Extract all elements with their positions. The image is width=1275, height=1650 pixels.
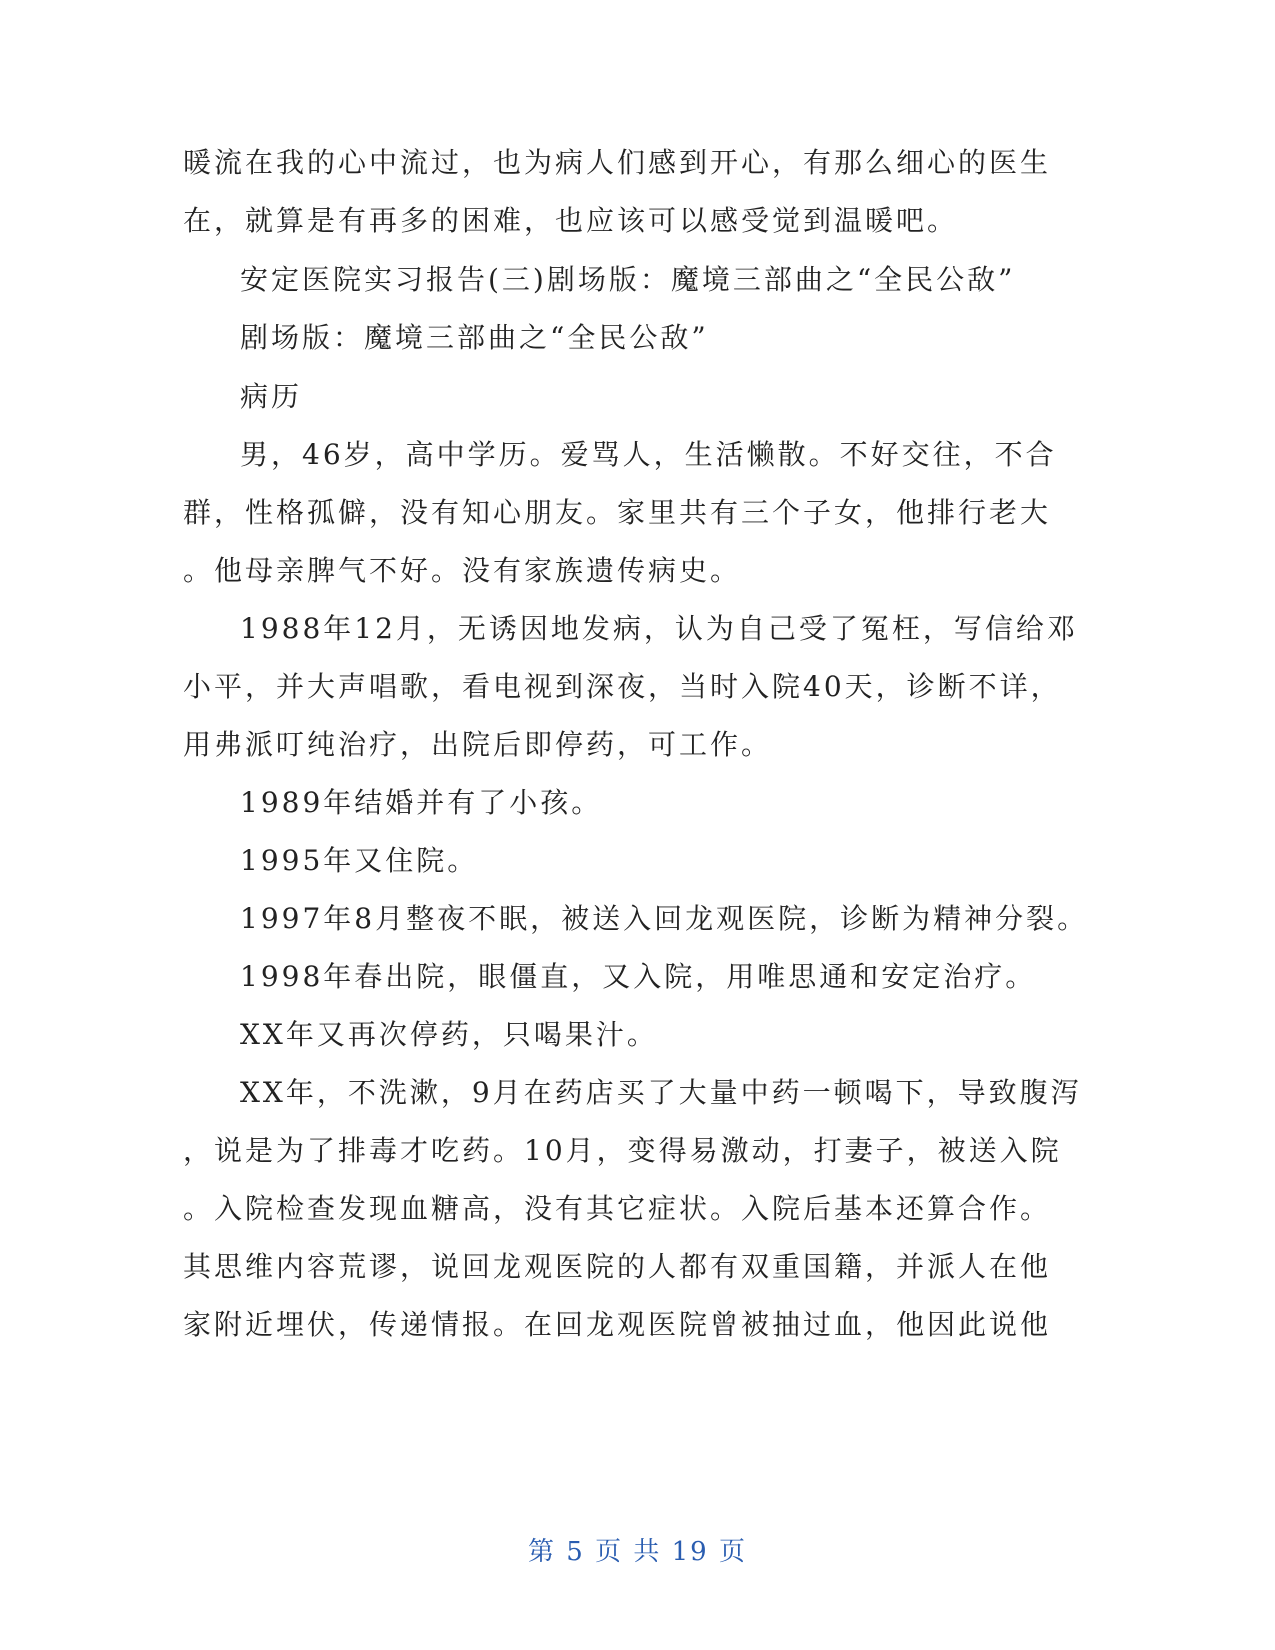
paragraph-line: 1988年12月，无诱因地发病，认为自己受了冤枉，写信给邓 xyxy=(240,612,1078,645)
footer-label-page: 第 xyxy=(527,1537,556,1567)
footer-current-page: 5 xyxy=(566,1537,585,1567)
footer-label-total: 共 xyxy=(633,1537,662,1567)
paragraph-line: 1998年春出院，眼僵直，又入院，用唯思通和安定治疗。 xyxy=(240,960,1037,993)
section-heading: 安定医院实习报告(三)剧场版：魔境三部曲之“全民公敌” xyxy=(240,263,1016,296)
paragraph-line: XX年又再次停药，只喝果汁。 xyxy=(240,1018,658,1051)
paragraph-line: 1989年结婚并有了小孩。 xyxy=(240,786,603,819)
paragraph-line: 。入院检查发现血糖高，没有其它症状。入院后基本还算合作。 xyxy=(183,1192,1052,1225)
paragraph-line: XX年，不洗漱，9月在药店买了大量中药一顿喝下，导致腹泻 xyxy=(240,1076,1082,1109)
paragraph-line: 小平，并大声唱歌，看电视到深夜，当时入院40天，诊断不详， xyxy=(183,670,1062,703)
page-footer xyxy=(0,1536,1275,1568)
paragraph-line: 男，46岁，高中学历。爱骂人，生活懒散。不好交往，不合 xyxy=(240,438,1057,471)
section-subheading: 剧场版：魔境三部曲之“全民公敌” xyxy=(240,321,709,354)
footer-label-total-unit: 页 xyxy=(719,1537,748,1567)
paragraph-line: 1997年8月整夜不眠，被送入回龙观医院，诊断为精神分裂。 xyxy=(240,902,1089,935)
paragraph-line: 用弗派叮纯治疗，出院后即停药，可工作。 xyxy=(183,728,773,761)
footer-total-pages: 19 xyxy=(671,1537,709,1567)
paragraph-line: ，说是为了排毒才吃药。10月，变得易激动，打妻子，被送入院 xyxy=(183,1134,1062,1167)
paragraph-line: 。他母亲脾气不好。没有家族遗传病史。 xyxy=(183,554,742,587)
paragraph-line: 在，就算是有再多的困难，也应该可以感受觉到温暖吧。 xyxy=(183,204,959,237)
paragraph-line: 家附近埋伏，传递情报。在回龙观医院曾被抽过血，他因此说他 xyxy=(183,1308,1052,1341)
paragraph-line: 群，性格孤僻，没有知心朋友。家里共有三个子女，他排行老大 xyxy=(183,496,1052,529)
paragraph-line: 暖流在我的心中流过，也为病人们感到开心，有那么细心的医生 xyxy=(183,146,1052,179)
paragraph-line: 其思维内容荒谬，说回龙观医院的人都有双重国籍，并派人在他 xyxy=(183,1250,1052,1283)
paragraph-line: 1995年又住院。 xyxy=(240,844,479,877)
footer-label-page-unit: 页 xyxy=(595,1537,624,1567)
medical-history-heading: 病历 xyxy=(240,380,303,413)
